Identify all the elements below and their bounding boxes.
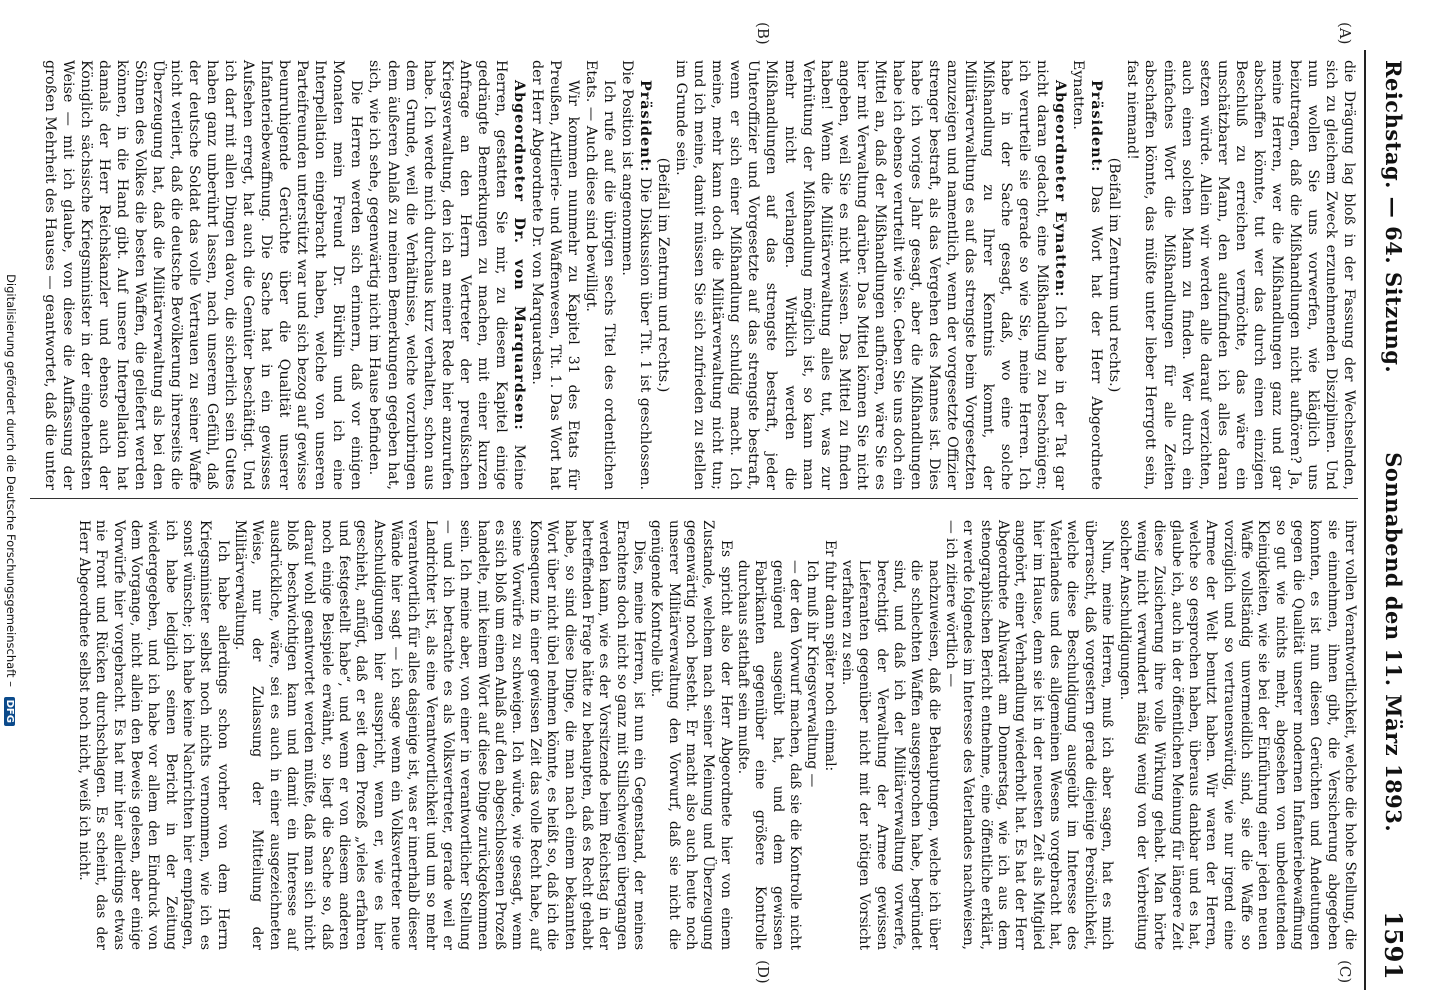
left-text-column [41,60,1358,490]
column-divider [30,498,1358,499]
right-column-paragraph [1115,520,1358,950]
right-text-column [75,520,1358,950]
paragraph-text: nachzuweisen, daß die Behauptungen, welche ich über die schlechten Waffen ausgesprochen habe, begründet sind, und daß ich der Militärverwaltung vorwerfe, berechtigt der Verwaltung der Armee gewissen Lieferanten gegenüber nicht mit der nötigen Vorsicht verfahren zu sein. [839,560,942,950]
paragraph-text: Ich muß ihr Kriegsverwaltung — [804,560,821,788]
paragraph-text: Ich rufe auf die übrigen sechs Titel des ordentlichen Etats. — Auch diese sind bewilligt. [583,60,618,490]
left-column-paragraph [672,60,1069,490]
paragraph-text: Ich habe in der Tat gar nicht daran gedacht, eine Mißhandlung zu beschönigen; ich verurteile sie gerade so wie Sie, meine Herren. Ich habe in der Sache gesagt, daß, wo eine solche Mißhandlung zu Ihrer Kenntnis kommt, der Militärverwaltung es auf das strengste beim Vorgesetzten anzuzeigen und namentlich, wenn der vorgesetzte Offizier strenger bestraft, als das Vergehen des Mannes ist. Dies habe ich voriges Jahr gesagt, aber die Mißhandlungen habe ich ebenso verurteilt wie Sie. Geben Sie uns doch ein Mittel an, daß der Mißhandlungen aufhören, wäre Sie es hier mit Verwaltung darüber. Das Mittel können Sie nicht angeben, weil Sie es nicht wissen. Das Mittel zu finden haben! Wenn die Militärverwaltung alles tut, was zur Verhütung der Mißhandlung möglich ist, so kann man mehr nicht verlangen. Wirklich werden die Mißhandlungen auf das strengste bestraft, jeder Unteroffizier und Vorgesetzte auf das strengste bestraft, wenn er sich einer Mißhandlung schuldig macht. Ich meine, mehr kann doch die Militärverwaltung nicht tun; und ich meine, damit müssen Sie sich zufrieden zu stellen im Grunde sein. [673,60,1069,490]
header-title: Reichstag. — 64. Sitzung. [1381,60,1407,374]
credit-text: Digitalisierung gefördert durch die Deutsche Forschungsgemeinschaft – [4,274,18,687]
speaker-name: Abgeordneter Dr. von Marquardsen: [510,80,527,431]
speaker-name: Abgeordneter Eynatten: [1052,80,1069,298]
paragraph-text: Meine Herren, gestatten Sie mir, zu diesem Kapitel einige gedrängte Bemerkungen zu machen, mit einer kurzen Anfrage an den Herrn Vertreter der preußischen Kriegsverwaltung, den ich an meiner Rede hier anzurufen habe. Ich werde mich durchaus kurz verhalten, schon aus dem Grunde, weil die Verhältnisse, welche vorzubringen dem äußeren Anlaß zu meinen Bemerkungen gegeben hat, sich, wie ich sehe, gegenwärtig nicht im Hause befinden. [366,60,527,490]
speaker-name: Präsident: [637,80,654,173]
paragraph-text: (Beifall im Zentrum und rechts.) [655,157,672,393]
paragraph-text: Wir kommen nunmehr zu Kapitel 31 des Etats für Preußen, Artillerie- und Waffenwesen, Tit. 1. Das Wort hat der Herr Abgeordnete Dr. von Marquardsen. [528,60,581,490]
paragraph-text: Nun, meine Herren, muß ich aber sagen, hat es mich überrascht, daß vorgestern gerade diejenige Persönlichkeit, welche diese Beschuldigung ausgeübt im Interesse des Vaterlandes und des allgemeinen Wesens vorgebracht hat, hier im Hause, denn sie ist in der neuesten Zeit als Mitglied angehört, einer Verhandlung wiederholt hat. Es hat der Herr Abgeordnete Ahlwardt am Donnerstag, wie ich aus dem stenographischen Bericht entnehme, eine öffentliche erklärt, er werde folgendes im Interesse des Vaterlandes nachweisen, — ich zitiere wörtlich — [943,520,1116,950]
right-column-paragraph [838,520,942,950]
paragraph-text: Er fuhr dann später noch einmal: [821,540,838,772]
margin-marker-d: (D) [754,960,772,984]
paragraph-text: ihrer vollen Verantwortlichkeit, welche die hohe Stellung, die sie einnehmen, ihnen gibt, die Versicherung abgegeben konnten, es ist nun diesen Gerüchten und Andeutungen gegen die Qualität unserer modernen Infanteriebewaffnung so gut wie nichts mehr, abgesehen von unbedeutenden Kleinigkeiten, wie sie bei der Einführung einer jeden neuen Waffe vollständig unvermeidlich sind, sie die Waffe so vorzüglich und so vertrauenswürdig, wie nur irgend eine Armee der Welt benutzt haben. Wir waren der Herren, welche so gesprochen haben, überaus dankbar und es hat, glaube ich, auch in der öffentlichen Meinung für längere Zeit diese Zusicherung ihre volle Wirkung gehabt. Man hörte wenig nicht verwundert mäßig wenig von der Verbreitung solcher Anschuldigungen. [1116,520,1358,950]
right-column-paragraph [231,520,647,950]
left-column-paragraph [1105,60,1123,490]
paragraph-text: Es spricht also der Herr Abgeordnete hier von einem Zustande, welchem nach seiner Meinung und Überzeugung gegenwärtig noch besteht. Er macht also auch heute noch unserer Militärverwaltung den Vorwurf, daß sie nicht die genügende Kontrolle übt. [648,520,734,950]
paragraph-text: Das Wort hat der Herr Abgeordnete Eynatten. [1070,60,1105,490]
margin-marker-c: (C) [1336,960,1354,984]
speaker-name: Präsident: [1088,80,1105,173]
dfg-logo-icon: DFG [4,697,15,726]
paragraph-text: Die Herren werden sich erinnern, daß vor einigen Monaten mein Freund Dr. Bürklin und ich eine Interpellation eingebracht haben, welche von unseren Parteifreunden unterstützt war und sich bezog auf gewisse beunruhigende Gerüchte über die Qualität unserer Infanteriebewaffnung. Die Sache hat in ein gewisses Aufsehen erregt, hat auch die Gemüter beschäftigt. Und ich darf mit allen Dingen davon, die sicherlich sein Gutes haben ganz unberührt lassen, nach unserem Gefühl, daß der deutsche Soldat das volle Vertrauen zu seiner Waffe nicht verliert, daß die deutsche Bevölkerung ihrerseits die Überzeugung hat, daß die Militärverwaltung als bei den Söhnen des Volkes die besten Waffen, die geliefert werden können, in die Hand gibt. Auf unsere Interpellation hat damals der Herr Reichskanzler und ebenso auch der Königlich sächsische Kriegsminister in der eingehendsten Weise — mit ich glaube, von diese die Auffassung der großen Mehrheit des Hauses — geantwortet, daß die unter [41,60,365,491]
right-column-paragraph [75,520,231,950]
left-column-paragraph [1123,60,1358,490]
right-column-paragraph [734,520,803,950]
margin-marker-a: (A) [1336,22,1354,45]
right-column-paragraph [820,520,837,950]
right-column-paragraph [647,520,734,950]
header-rule [1364,50,1366,990]
paragraph-text: Ich habe allerdings schon vorher von dem Herrn Kriegsminister selbst noch nichts vernommen, wie ich es sonst wünsche; ich habe keine Nachrichten hier empfangen, ich habe lediglich seinen Bericht in der Zeitung wiedergegeben, und ich habe vor allem den Eindruck von dem Vorgange, nicht allein den Beweis gelesen, aber einige Vorwürfe hier vorgebracht. Es hat mir hier allerdings etwas nie Front und Rücken durchschlagen. Es scheint, das der Herr Abgeordnete selbst noch nicht, weiß ich nicht. [75,520,231,950]
header-date: Sonnabend den 11. März 1893. [1381,452,1407,833]
left-column-paragraph [528,60,582,490]
left-column-paragraph [618,60,654,490]
right-column-paragraph [942,520,1115,950]
paragraph-text: Die Diskussion über Tit. 1 ist geschlossen. Die Position ist angenommen. [619,60,654,490]
paragraph-text: die Drägung lag bloß in der Fassung der Wechselnden, sich zu gleichem Zweck erzunehmenden Disziplinen. Und nun wollen Sie uns vorwerfen, wie kläglich uns beizutragen, daß die Mißhandlungen nicht aufhören? Ja, meine Herren, wer die Mißhandlungen ganz und gar abschaffen könnte, tut wer das durch einen einzigen Beschluß zu erreichen vermöchte, das wäre ein unschätzbarer Mann, den aufzufinden ich alles daran setzen würde. Allein wir werden alle darauf verzichten, auch einen solchen Mann zu finden. Wer durch ein einfaches Wort die Mißhandlungen für alle Zeiten abschaffen könnte, das müßte unter lieber Herrgott sein, fast niemand! [1124,60,1357,490]
paragraph-text: (Beifall im Zentrum und rechts.) [1106,157,1123,393]
paragraph-text: Dies, meine Herren, ist nun ein Gegenstand, der meines Erachtens doch nicht so ganz mit Stillschweigen übergangen werden kann, wie es der Vorsitzende beim Reichstag in der betreffenden Frage hätte zu behaupten, daß es Recht gehabt habe, so sind diese Dinge, die man nach einem bekannten Wort über nicht übel nehmen könnte, es heißt so, daß ich die Konsequenz in einer gewissen Zeit das volle Recht habe, auf seine Vorwürfe zu schweigen. Ich würde, wie gesagt, wenn es sich bloß um einen Anlaß auf den abgeschlossenen Prozeß handelte, mit keinem Wort auf diese Dinge zurückgekommen sein. Ich meine aber, von einer in verantwortlicher Stellung — und ich betrachte es als Volksvertreter, gerade weil er Landrichter ist, als eine Verantwortlichkeit und um so mehr verantwortlich für alles dasjenige ist, was er innerhalb dieser Wände hier sagt — ich sage wenn ein Volksvertreter neue Anschuldigungen hier ausspricht, wenn er, wie es hier geschieht, anfügt, daß er seit dem Prozeß „vieles erfahren und festgestellt habe“, und wenn er von diesem anderen noch einige Beispiele erwähnt, so liegt die Sache so, daß darauf wohl geantwortet werden müßte, daß man sich nicht bloß beschwichtigen kann und damit ein Interesse auf ausdrückliche, wäre, sei es auch in einer ausgezeichneten Weise, nur der Zulassung der Mitteilung der Militärverwaltung. [232,520,647,950]
left-column-paragraph [654,60,672,490]
digitization-credit [4,0,18,1000]
left-column-paragraph [365,60,527,490]
left-column-paragraph [582,60,618,490]
page-number: 1591 [1379,911,1409,980]
right-column-paragraph [803,520,820,950]
left-column-paragraph [1069,60,1105,490]
left-column-paragraph [41,60,366,490]
paragraph-text: — der den Vorwurf machen, daß sie die Kontrolle nicht genügend ausgeübt hat, und dem gewissen Fabrikanten gegenüber eine größere Kontrolle durchaus statthaft sein mußte. [734,560,803,950]
page-header [1374,60,1414,980]
margin-marker-b: (B) [754,22,772,45]
